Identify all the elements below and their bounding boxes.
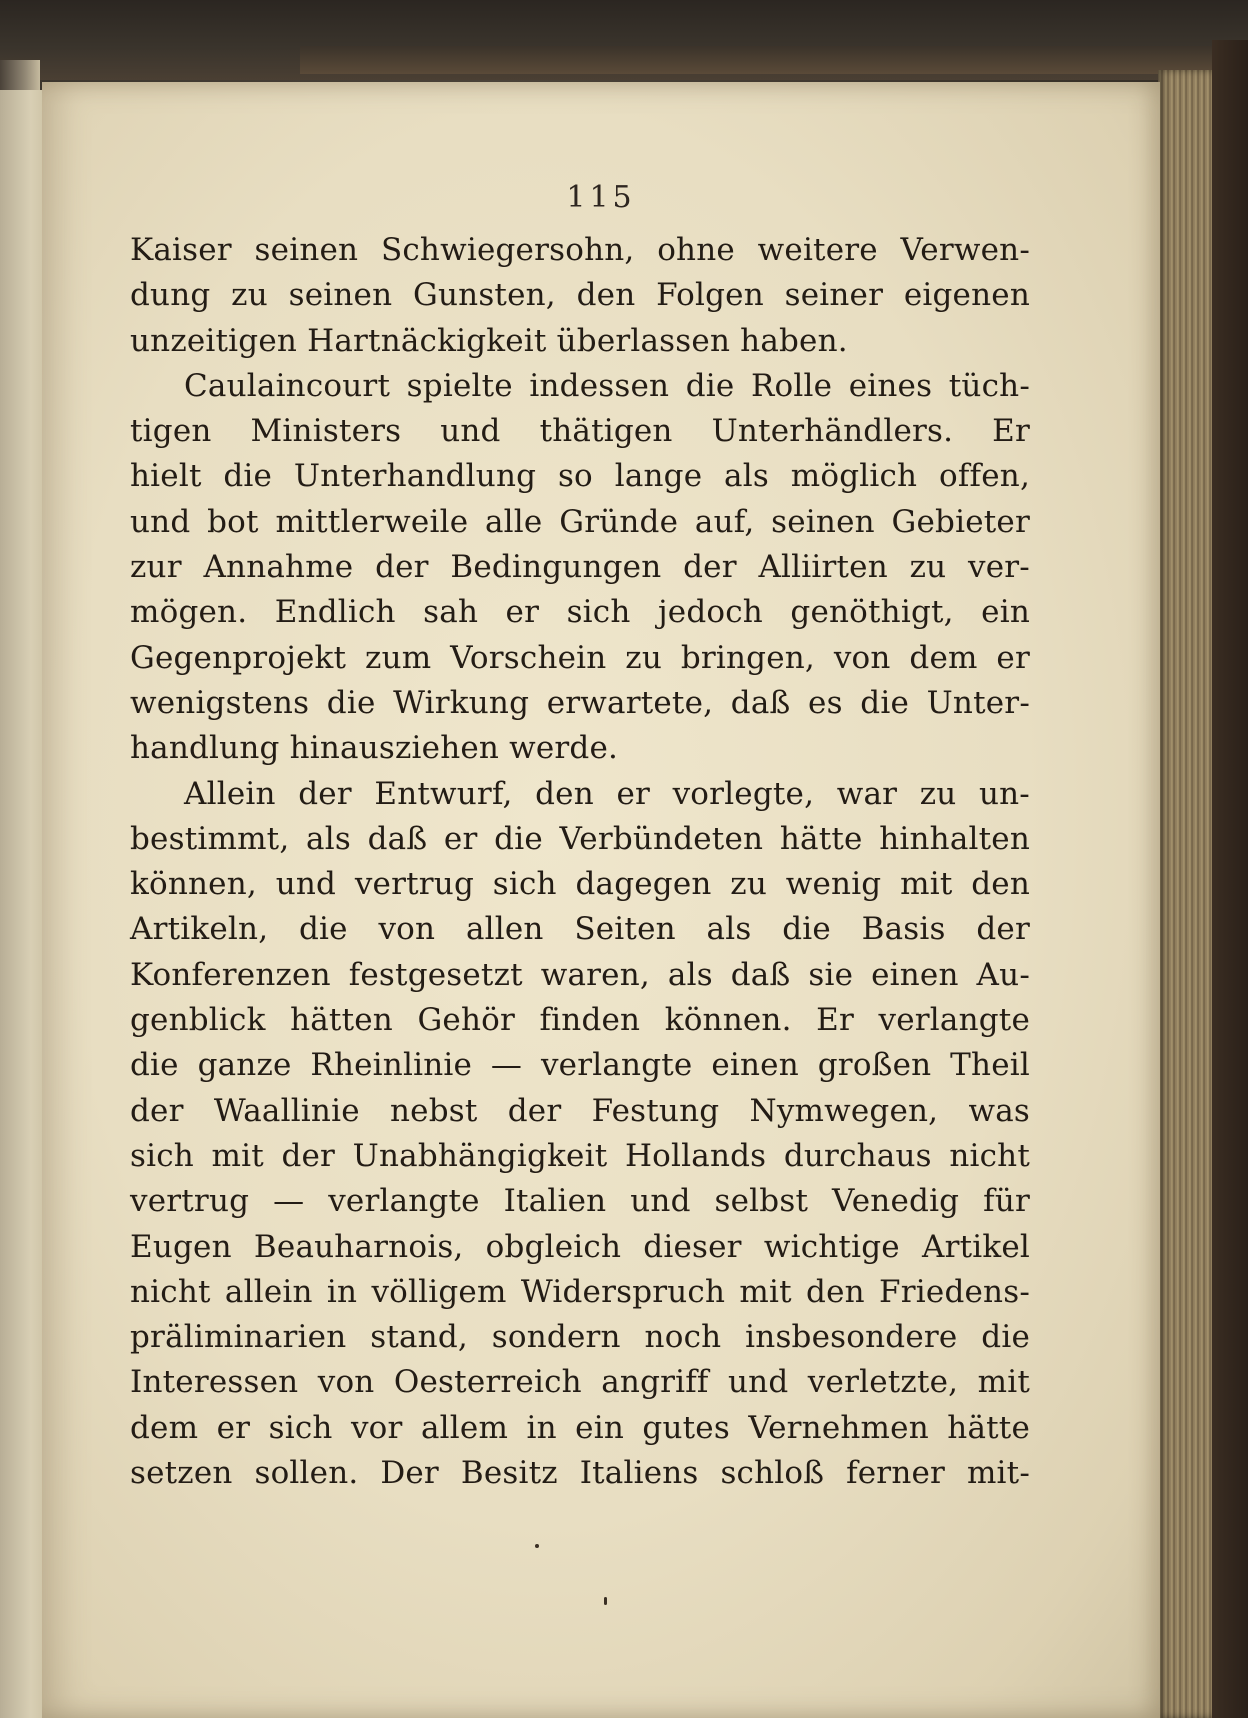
text-line: dem er sich vor allem in ein gutes Vernehmen hätte — [130, 1409, 1030, 1446]
text-line: die ganze Rheinlinie — verlangte einen großen Theil — [130, 1047, 1030, 1084]
text-line: unzeitigen Hartnäckigkeit überlassen haben. — [130, 322, 848, 359]
text-line: setzen sollen. Der Besitz Italiens schloß ferner mit- — [130, 1455, 1030, 1492]
text-line: der Waallinie nebst der Festung Nymwegen, was — [130, 1092, 1030, 1129]
text-line: präliminarien stand, sondern noch insbesondere die — [130, 1319, 1030, 1356]
text-line: vertrug — verlangte Italien und selbst Venedig für — [130, 1183, 1030, 1220]
text-line: zur Annahme der Bedingungen der Alliirten zu ver- — [130, 549, 1030, 586]
ink-speck — [535, 1544, 539, 1548]
page-number: 115 — [566, 180, 636, 215]
text-line: dung zu seinen Gunsten, den Folgen seiner eigenen — [130, 277, 1030, 314]
text-line: wenigstens die Wirkung erwartete, daß es die Unter- — [130, 684, 1030, 721]
text-line: bestimmt, als daß er die Verbündeten hätte hinhalten — [130, 820, 1030, 857]
text-line: handlung hinausziehen werde. — [130, 730, 619, 767]
text-line: Caulaincourt spielte indessen die Rolle eines tüch- — [184, 367, 1030, 404]
text-line: Eugen Beauharnois, obgleich dieser wichtige Artikel — [130, 1228, 1030, 1265]
text-line: mögen. Endlich sah er sich jedoch genöthigt, ein — [130, 594, 1030, 631]
ink-speck — [604, 1597, 607, 1605]
text-line: sich mit der Unabhängigkeit Hollands durchaus nicht — [130, 1137, 1030, 1174]
text-line: Gegenprojekt zum Vorschein zu bringen, von dem er — [130, 639, 1030, 676]
text-line: und bot mittlerweile alle Gründe auf, seinen Gebieter — [130, 503, 1030, 540]
text-line: nicht allein in völligem Widerspruch mit den Friedens- — [130, 1273, 1030, 1310]
text-line: hielt die Unterhandlung so lange als möglich offen, — [130, 458, 1030, 495]
text-line: können, und vertrug sich dagegen zu wenig mit den — [130, 866, 1030, 903]
text-line: Kaiser seinen Schwiegersohn, ohne weitere Verwen- — [130, 232, 1030, 268]
text-line: Allein der Entwurf, den er vorlegte, war zu un- — [184, 775, 1030, 812]
text-line: Interessen von Oesterreich angriff und verletzte, mit — [130, 1364, 1030, 1401]
text-line: tigen Ministers und thätigen Unterhändlers. Er — [130, 413, 1030, 450]
text-line: Artikeln, die von allen Seiten als die Basis der — [130, 911, 1030, 948]
page-text-block — [130, 228, 1030, 1496]
left-page-edge — [0, 90, 44, 1718]
book-page — [42, 82, 1160, 1718]
text-line: genblick hätten Gehör finden können. Er verlangte — [130, 1002, 1030, 1039]
book-cover-right-edge — [1212, 40, 1248, 1718]
text-line: Konferenzen festgesetzt waren, als daß sie einen Au- — [130, 956, 1030, 993]
book-cover-top-edge — [300, 46, 1248, 74]
